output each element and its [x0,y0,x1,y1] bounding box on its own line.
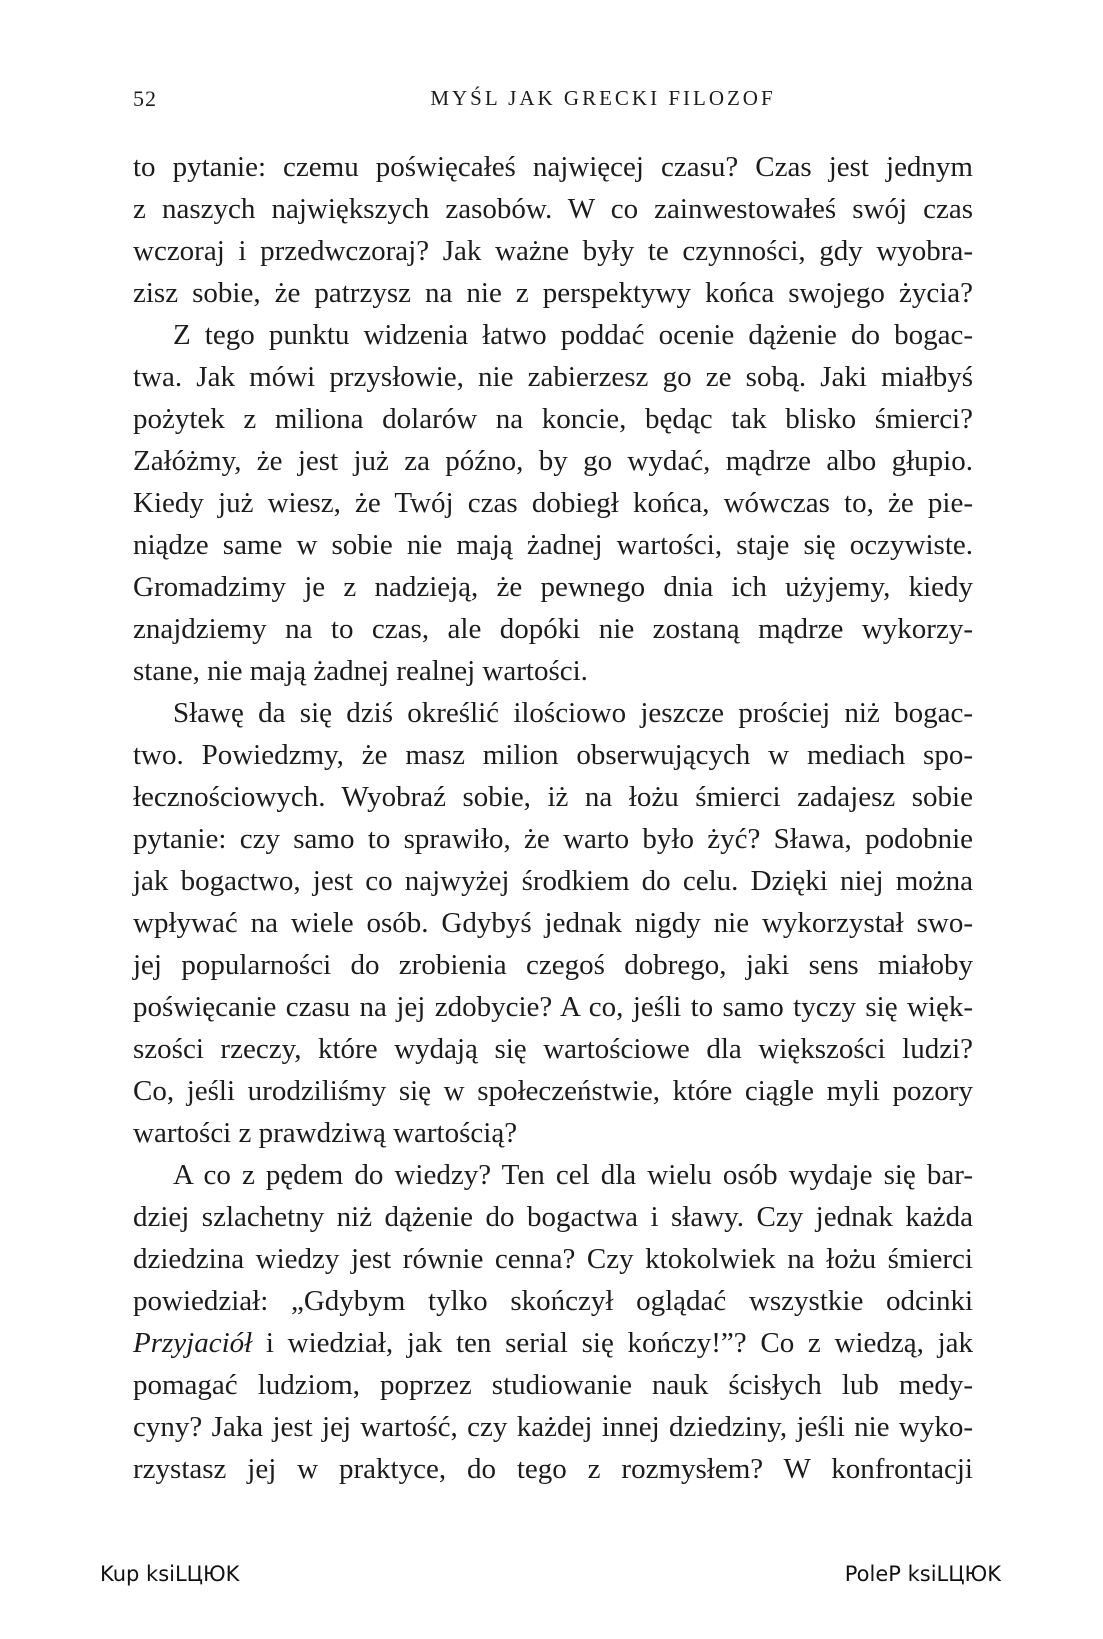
text-line: rzystasz jej w praktyce, do tego z rozmysłem? W konfrontacji [133,1453,973,1485]
text-line: powiedział: „Gdybym tylko skończył oglądać wszystkie odcinki [133,1285,973,1317]
text-line: pytanie: czy samo to sprawiło, że warto było żyć? Sława, podobnie [133,823,973,855]
text-line-with-italic-title [133,1322,973,1364]
text-line-rest: i wiedział, jak ten serial się kończy!”? Co z wiedzą, jak [265,1327,973,1359]
text-line: szości rzeczy, które wydają się wartościowe dla większości ludzi? [133,1033,973,1065]
text-line: jej popularności do zrobienia czegoś dobrego, jaki sens miałoby [133,949,973,981]
text-line: Sławę da się dziś określić ilościowo jeszcze prościej niż bogac- [173,697,973,729]
page-footer [0,1562,1103,1592]
paragraph-3 [133,692,973,1154]
text-line: dziedzina wiedzy jest równie cenna? Czy ktokolwiek na łożu śmierci [133,1243,973,1275]
text-line: twa. Jak mówi przysłowie, nie zabierzesz go ze sobą. Jaki miałbyś [133,361,973,393]
body-text [133,146,973,1490]
page-header [133,86,973,122]
text-line: Załóżmy, że jest już za późno, by go wydać, mądrze albo głupio. [133,445,973,477]
text-line: pożytek z miliona dolarów na koncie, będąc tak blisko śmierci? [133,403,973,435]
text-line: Kiedy już wiesz, że Twój czas dobiegł końca, wówczas to, że pie- [133,487,973,519]
paragraph-4 [133,1154,973,1490]
page-number: 52 [133,86,157,111]
text-line: Co, jeśli urodziliśmy się w społeczeństwie, które ciągle myli pozory [133,1075,973,1107]
text-line: z naszych największych zasobów. W co zainwestowałeś swój czas [133,193,973,225]
text-line: cyny? Jaka jest jej wartość, czy każdej innej dziedziny, jeśli nie wyko- [133,1411,973,1443]
buy-book-link[interactable]: Kup ksiLЦЮK [100,1562,240,1586]
running-title: MYŚL JAK GRECKI FILOZOF [430,86,776,110]
text-line: Gromadzimy je z nadzieją, że pewnego dnia ich użyjemy, kiedy [133,571,973,603]
text-line: niądze same w sobie nie mają żadnej wartości, staje się oczywiste. [133,529,973,561]
text-line: łecznościowych. Wyobraź sobie, iż na łożu śmierci zadajesz sobie [133,781,973,813]
text-line: jak bogactwo, jest co najwyżej środkiem do celu. Dzięki niej można [133,865,973,897]
text-line: wpływać na wiele osób. Gdybyś jednak nigdy nie wykorzystał swo- [133,907,973,939]
text-line: zisz sobie, że patrzysz na nie z perspektywy końca swojego życia? [133,277,973,309]
text-line: wartości z prawdziwą wartością? [133,1117,518,1149]
text-line: stane, nie mają żadnej realnej wartości. [133,655,588,687]
text-line: poświęcanie czasu na jej zdobycie? A co, jeśli to samo tyczy się więk- [133,991,973,1023]
recommend-book-link[interactable]: PoleP ksiLЦЮK [844,1562,1001,1586]
text-line: Z tego punktu widzenia łatwo poddać ocenie dążenie do bogac- [173,319,973,351]
paragraph-1 [133,146,973,314]
text-line: znajdziemy na to czas, ale dopóki nie zostaną mądrze wykorzy- [133,613,973,645]
text-line: wczoraj i przedwczoraj? Jak ważne były te czynności, gdy wyobra- [133,235,973,267]
text-line: to pytanie: czemu poświęcałeś najwięcej czasu? Czas jest jednym [133,151,973,183]
text-line: two. Powiedzmy, że masz milion obserwujących w mediach spo- [133,739,973,771]
text-line: A co z pędem do wiedzy? Ten cel dla wielu osób wydaje się bar- [173,1159,973,1191]
paragraph-2 [133,314,973,692]
italic-title: Przyjaciół [133,1327,253,1359]
text-line: dziej szlachetny niż dążenie do bogactwa i sławy. Czy jednak każda [133,1201,973,1233]
text-line: pomagać ludziom, poprzez studiowanie nauk ścisłych lub medy- [133,1369,973,1401]
